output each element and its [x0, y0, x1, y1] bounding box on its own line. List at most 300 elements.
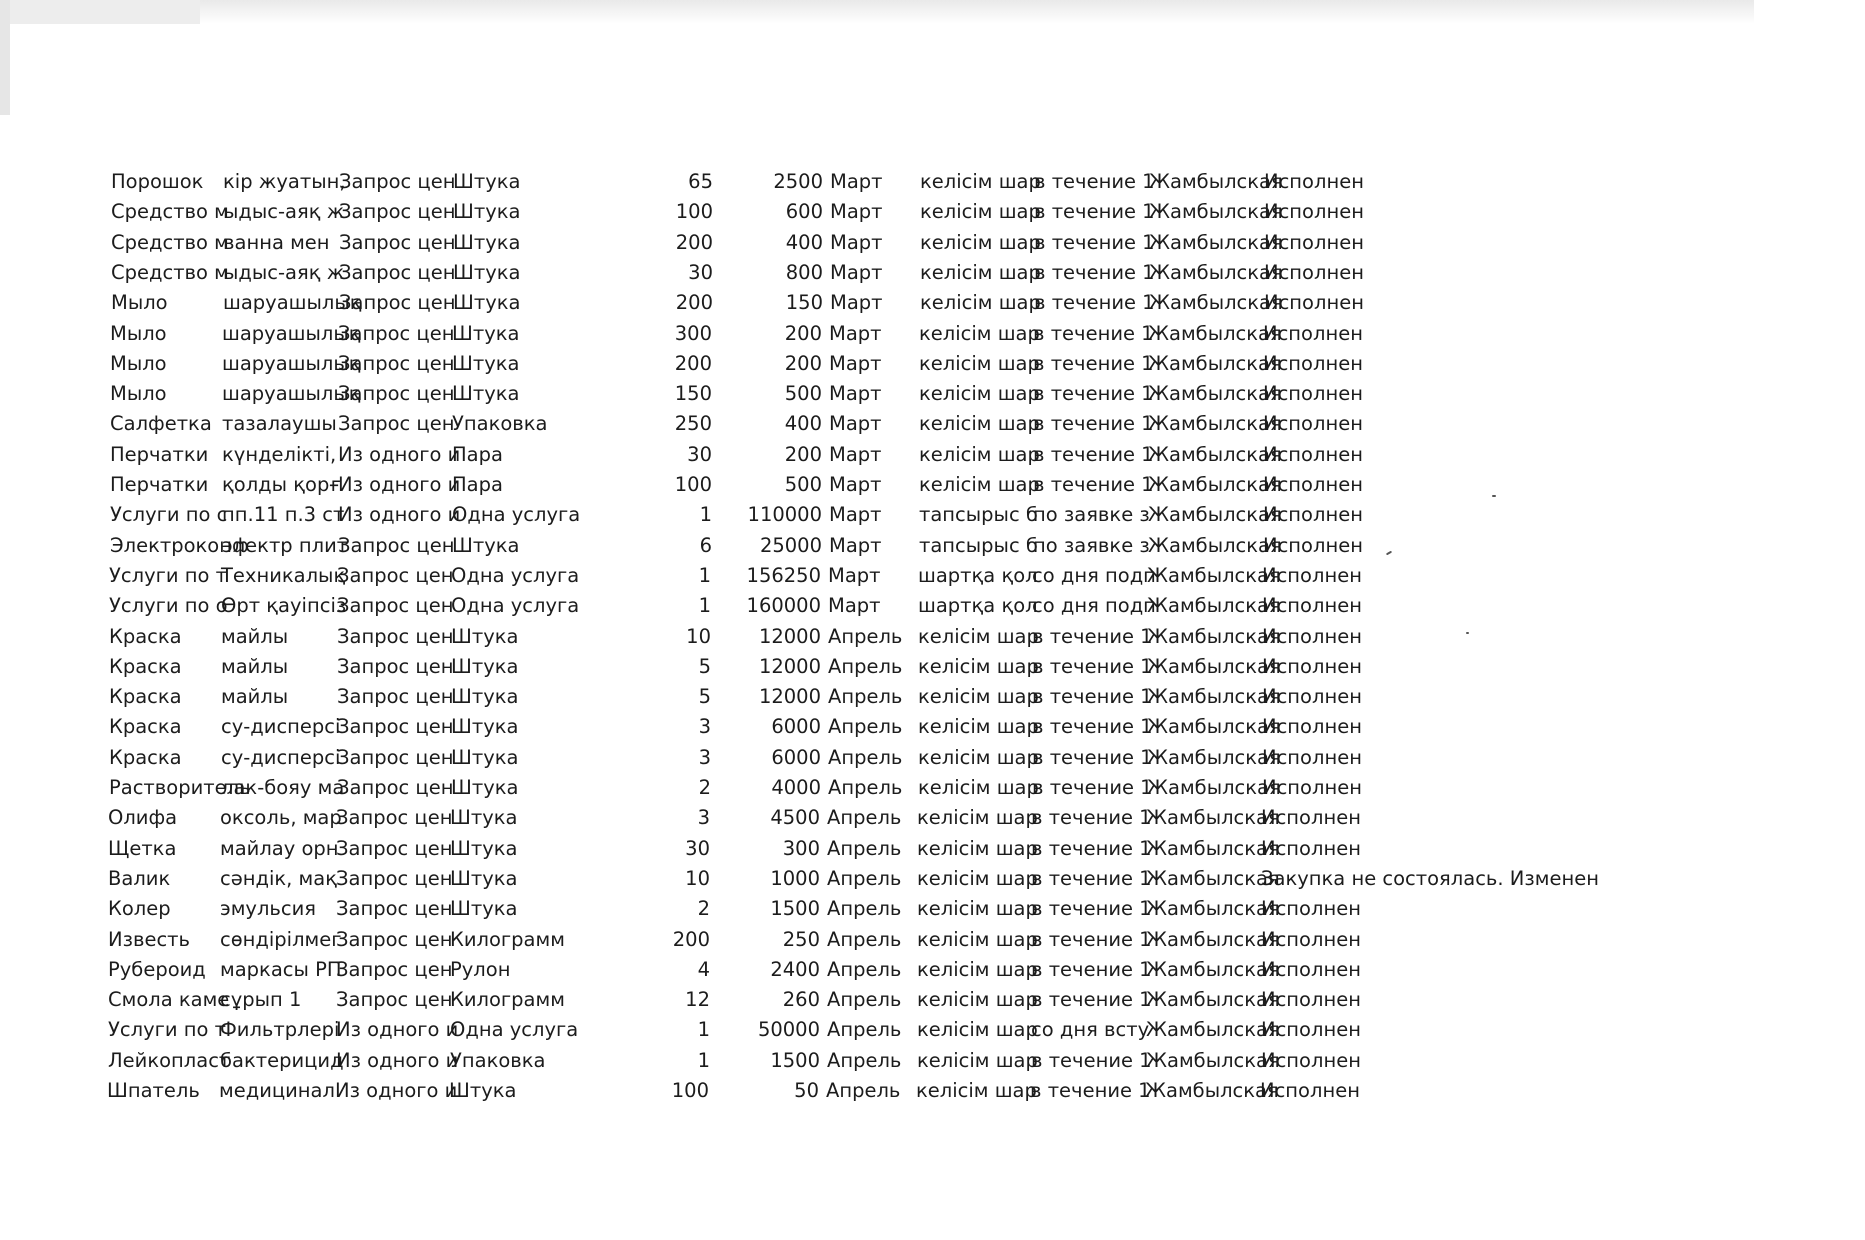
cell-unit: Штука [450, 836, 518, 860]
cell-desc: сұрып 1 [220, 988, 302, 1012]
cell-method: Запрос цен [337, 745, 454, 769]
cell-l: в течение 1 [1031, 806, 1152, 830]
cell-k: келісім шар [919, 321, 1040, 345]
cell-method: Запрос цен [336, 957, 453, 981]
cell-method: Запрос цен [336, 806, 453, 830]
cell-unit: Упаковка [452, 412, 548, 436]
cell-k: келісім шар [917, 957, 1038, 981]
cell-k: келісім шар [918, 685, 1039, 709]
cell-unit: Килограмм [450, 988, 565, 1012]
cell-qty: 2 [698, 776, 711, 799]
cell-k: келісім шар [918, 654, 1039, 678]
cell-status: Исполнен [1263, 351, 1363, 375]
cell-m: Жамбылская [1147, 624, 1281, 648]
cell-l: в течение 1 [1032, 776, 1153, 799]
cell-qty: 30 [685, 836, 710, 860]
cell-k: келісім шар [919, 412, 1040, 436]
table-row [110, 470, 1864, 500]
cell-month: Апрель [827, 866, 902, 890]
cell-qty: 10 [685, 866, 710, 890]
cell-price: 2500 [773, 170, 823, 193]
cell-unit: Рулон [450, 957, 511, 981]
cell-name: Краска [109, 715, 182, 739]
cell-method: Запрос цен [339, 260, 456, 284]
cell-k: келісім шар [918, 715, 1039, 739]
cell-l: в течение 1 [1031, 897, 1152, 921]
cell-name: Средство м [111, 200, 229, 224]
cell-desc: эмульсия [220, 897, 317, 921]
cell-method: Из одного и [338, 473, 461, 496]
cell-price: 500 [784, 473, 822, 496]
cell-unit: Штука [451, 654, 519, 678]
cell-status: Исполнен [1263, 473, 1363, 496]
cell-method: Запрос цен [337, 563, 454, 587]
cell-status: Исполнен [1261, 927, 1361, 951]
cell-status: Исполнен [1263, 382, 1363, 406]
cell-status: Исполнен [1262, 563, 1362, 587]
cell-l: в течение 1 [1034, 170, 1155, 193]
cell-price: 1000 [770, 866, 820, 890]
cell-k: келісім шар [920, 200, 1041, 224]
scan-speck [1466, 632, 1469, 634]
cell-month: Апрель [828, 745, 903, 769]
cell-name: Растворитель [109, 776, 251, 799]
cell-month: Март [830, 260, 883, 284]
cell-status: Закупка не состоялась. Изменен [1261, 866, 1599, 890]
cell-qty: 12 [685, 988, 710, 1012]
table-row [111, 228, 1865, 258]
cell-month: Март [829, 382, 882, 406]
cell-status: Исполнен [1262, 624, 1362, 648]
cell-l: в течение 1 [1032, 654, 1153, 678]
cell-qty: 30 [688, 260, 713, 284]
cell-price: 6000 [771, 745, 821, 769]
cell-month: Апрель [828, 624, 903, 648]
cell-status: Исполнен [1264, 200, 1364, 224]
cell-qty: 100 [674, 473, 712, 496]
table-row [108, 1046, 1862, 1076]
cell-l: в течение 1 [1032, 685, 1153, 709]
cell-method: Запрос цен [337, 685, 454, 709]
cell-month: Март [829, 412, 882, 436]
cell-m: Жамбылская [1148, 321, 1282, 345]
cell-price: 800 [785, 260, 823, 284]
cell-qty: 30 [687, 442, 712, 466]
cell-status: Исполнен [1260, 1079, 1360, 1102]
cell-method: Запрос цен [339, 291, 456, 315]
cell-method: Запрос цен [336, 927, 453, 951]
cell-m: Жамбылская [1146, 1048, 1280, 1072]
cell-m: Жамбылская [1146, 897, 1280, 921]
cell-k: келісім шар [920, 291, 1041, 315]
cell-status: Исполнен [1261, 897, 1361, 921]
cell-qty: 3 [698, 715, 711, 739]
table-row [110, 409, 1864, 439]
cell-m: Жамбылская [1148, 533, 1282, 557]
cell-price: 6000 [771, 715, 821, 739]
cell-status: Исполнен [1263, 412, 1363, 436]
cell-status: Исполнен [1261, 957, 1361, 981]
cell-qty: 200 [675, 230, 713, 254]
cell-price: 600 [785, 200, 823, 224]
cell-l: со дня подп [1032, 563, 1156, 587]
cell-k: келісім шар [919, 382, 1040, 406]
table-row [110, 500, 1864, 530]
cell-price: 500 [784, 382, 822, 406]
cell-l: в течение 1 [1034, 291, 1155, 315]
cell-l: в течение 1 [1032, 624, 1153, 648]
cell-price: 110000 [747, 503, 822, 527]
cell-k: тапсырыс б [919, 503, 1038, 527]
cell-desc: шаруашылық [222, 351, 361, 375]
cell-m: Жамбылская [1148, 442, 1282, 466]
cell-unit: Одна услуга [451, 563, 580, 587]
cell-status: Исполнен [1262, 594, 1362, 618]
table-row [107, 1076, 1861, 1106]
cell-month: Апрель [827, 957, 902, 981]
cell-name: Средство м [111, 230, 229, 254]
cell-unit: Штука [453, 170, 521, 193]
table-row [109, 591, 1863, 621]
cell-method: Запрос цен [339, 170, 456, 193]
cell-month: Апрель [827, 1048, 902, 1072]
cell-method: Запрос цен [339, 200, 456, 224]
cell-unit: Штука [450, 866, 518, 890]
cell-month: Март [830, 230, 883, 254]
cell-k: келісім шар [919, 473, 1040, 496]
cell-desc: күнделікті, [222, 442, 337, 466]
cell-k: келісім шар [918, 624, 1039, 648]
table-row [108, 894, 1862, 924]
cell-unit: Штука [452, 382, 520, 406]
cell-month: Апрель [827, 836, 902, 860]
cell-name: Услуги по с [110, 503, 228, 527]
cell-l: в течение 1 [1033, 442, 1154, 466]
cell-month: Март [830, 291, 883, 315]
cell-m: Жамбылская [1147, 563, 1281, 587]
cell-name: Мыло [110, 321, 167, 345]
cell-month: Март [829, 321, 882, 345]
cell-unit: Штука [452, 533, 520, 557]
cell-status: Исполнен [1264, 260, 1364, 284]
cell-desc: майлау орн [220, 836, 339, 860]
cell-status: Исполнен [1263, 503, 1363, 527]
cell-month: Апрель [828, 715, 903, 739]
cell-m: Жамбылская [1146, 836, 1280, 860]
cell-status: Исполнен [1262, 715, 1362, 739]
cell-qty: 1 [699, 503, 712, 527]
cell-unit: Штука [453, 230, 521, 254]
cell-method: Запрос цен [337, 715, 454, 739]
cell-m: Жамбылская [1149, 200, 1283, 224]
cell-unit: Штука [449, 1079, 517, 1102]
cell-desc: Техникалық [221, 563, 346, 587]
cell-qty: 6 [699, 533, 712, 557]
cell-method: Запрос цен [338, 351, 455, 375]
cell-price: 4000 [771, 776, 821, 799]
cell-l: в течение 1 [1033, 351, 1154, 375]
cell-price: 4500 [770, 806, 820, 830]
cell-m: Жамбылская [1146, 806, 1280, 830]
cell-month: Март [829, 442, 882, 466]
cell-month: Март [828, 563, 881, 587]
cell-m: Жамбылская [1147, 654, 1281, 678]
cell-name: Краска [109, 654, 182, 678]
cell-k: тапсырыс б [919, 533, 1038, 557]
cell-method: Запрос цен [336, 988, 453, 1012]
cell-desc: шаруашылық [222, 382, 361, 406]
cell-qty: 200 [674, 351, 712, 375]
cell-m: Жамбылская [1146, 927, 1280, 951]
cell-price: 300 [782, 836, 820, 860]
cell-qty: 100 [671, 1079, 709, 1102]
cell-desc: майлы [221, 685, 289, 709]
cell-k: келісім шар [920, 260, 1041, 284]
table-row [111, 258, 1865, 288]
cell-status: Исполнен [1261, 988, 1361, 1012]
cell-desc: ванна мен [223, 230, 330, 254]
cell-method: Запрос цен [337, 624, 454, 648]
cell-k: келісім шар [918, 745, 1039, 769]
cell-unit: Штука [450, 897, 518, 921]
cell-price: 200 [784, 442, 822, 466]
cell-month: Апрель [827, 927, 902, 951]
cell-k: келісім шар [917, 988, 1038, 1012]
cell-method: Запрос цен [336, 836, 453, 860]
cell-qty: 10 [686, 624, 711, 648]
cell-unit: Штука [450, 806, 518, 830]
table-row [109, 743, 1863, 773]
cell-month: Апрель [828, 776, 903, 799]
cell-method: Запрос цен [339, 230, 456, 254]
cell-m: Жамбылская [1145, 1079, 1279, 1102]
cell-status: Исполнен [1264, 170, 1364, 193]
cell-qty: 65 [688, 170, 713, 193]
cell-desc: сәндік, мақ [220, 866, 337, 890]
cell-unit: Пара [452, 442, 503, 466]
table-row [110, 319, 1864, 349]
cell-m: Жамбылская [1149, 170, 1283, 193]
cell-unit: Штука [451, 745, 519, 769]
cell-m: Жамбылская [1147, 594, 1281, 618]
cell-status: Исполнен [1261, 836, 1361, 860]
cell-m: Жамбылская [1148, 503, 1282, 527]
cell-k: келісім шар [917, 866, 1038, 890]
cell-desc: медицинал [219, 1079, 335, 1102]
cell-qty: 1 [697, 1018, 710, 1042]
table-row [109, 682, 1863, 712]
cell-price: 260 [782, 988, 820, 1012]
cell-l: в течение 1 [1031, 836, 1152, 860]
cell-name: Перчатки [110, 473, 209, 496]
cell-qty: 1 [698, 563, 711, 587]
cell-k: шартқа қол [918, 594, 1038, 618]
cell-month: Апрель [828, 685, 903, 709]
cell-month: Март [829, 533, 882, 557]
table-row [109, 622, 1863, 652]
cell-k: келісім шар [917, 897, 1038, 921]
table-row [109, 712, 1863, 742]
cell-m: Жамбылская [1149, 230, 1283, 254]
cell-price: 250 [782, 927, 820, 951]
cell-name: Смола каме [108, 988, 230, 1012]
cell-desc: лак-бояу ма [221, 776, 345, 799]
cell-name: Колер [108, 897, 171, 921]
cell-desc: майлы [221, 624, 289, 648]
cell-qty: 200 [675, 291, 713, 315]
cell-desc: ыдыс-аяқ ж [223, 200, 345, 224]
table-row [108, 925, 1862, 955]
cell-unit: Пара [452, 473, 503, 496]
cell-method: Запрос цен [337, 776, 454, 799]
cell-method: Запрос цен [338, 382, 455, 406]
table-row [108, 834, 1862, 864]
cell-month: Март [829, 503, 882, 527]
cell-l: по заявке з [1033, 533, 1150, 557]
cell-m: Жамбылская [1147, 776, 1281, 799]
cell-price: 200 [784, 321, 822, 345]
cell-unit: Штука [451, 715, 519, 739]
cell-k: шартқа қол [918, 563, 1038, 587]
cell-method: Запрос цен [338, 412, 455, 436]
cell-l: в течение 1 [1031, 957, 1152, 981]
cell-desc: қолды қорғ [222, 473, 341, 496]
cell-name: Краска [109, 685, 182, 709]
cell-l: в течение 1 [1031, 988, 1152, 1012]
cell-desc: Фильтрлері [220, 1018, 340, 1042]
cell-status: Исполнен [1261, 1048, 1361, 1072]
cell-method: Из одного и [338, 442, 461, 466]
cell-k: келісім шар [919, 351, 1040, 375]
cell-name: Олифа [108, 806, 178, 830]
cell-method: Из одного и [336, 1018, 459, 1042]
cell-qty: 5 [698, 654, 711, 678]
cell-l: в течение 1 [1033, 382, 1154, 406]
cell-m: Жамбылская [1147, 715, 1281, 739]
cell-name: Рубероид [108, 957, 206, 981]
cell-name: Щетка [108, 836, 177, 860]
cell-desc: оксоль, мар [220, 806, 342, 830]
cell-m: Жамбылская [1146, 1018, 1280, 1042]
cell-desc: су-дисперсі [221, 715, 341, 739]
cell-desc: шаруашылық [222, 321, 361, 345]
cell-name: Валик [108, 866, 171, 890]
cell-unit: Штука [452, 351, 520, 375]
cell-m: Жамбылская [1149, 291, 1283, 315]
cell-unit: Штука [451, 685, 519, 709]
cell-month: Апрель [828, 654, 903, 678]
cell-m: Жамбылская [1147, 745, 1281, 769]
cell-name: Электроконф [110, 533, 249, 557]
cell-month: Март [830, 200, 883, 224]
cell-unit: Килограмм [450, 927, 565, 951]
cell-name: Услуги по т [108, 1018, 226, 1042]
cell-status: Исполнен [1262, 654, 1362, 678]
cell-unit: Штука [451, 624, 519, 648]
cell-l: в течение 1 [1033, 473, 1154, 496]
table-row [110, 379, 1864, 409]
cell-price: 150 [785, 291, 823, 315]
cell-k: келісім шар [919, 442, 1040, 466]
cell-l: по заявке з [1033, 503, 1150, 527]
cell-m: Жамбылская [1148, 412, 1282, 436]
cell-desc: электр плит [222, 533, 349, 557]
cell-k: келісім шар [920, 170, 1041, 193]
cell-unit: Штука [451, 776, 519, 799]
cell-method: Запрос цен [336, 897, 453, 921]
cell-method: Запрос цен [336, 866, 453, 890]
cell-price: 160000 [746, 594, 821, 618]
cell-status: Исполнен [1263, 321, 1363, 345]
cell-name: Краска [109, 624, 182, 648]
cell-l: в течение 1 [1034, 260, 1155, 284]
table-row [109, 773, 1863, 803]
cell-k: келісім шар [920, 230, 1041, 254]
cell-price: 12000 [758, 624, 821, 648]
table-row [110, 440, 1864, 470]
cell-unit: Штука [453, 260, 521, 284]
cell-status: Исполнен [1261, 1018, 1361, 1042]
cell-l: со дня всту [1031, 1018, 1150, 1042]
cell-method: Запрос цен [338, 533, 455, 557]
cell-qty: 3 [698, 745, 711, 769]
table-row [109, 652, 1863, 682]
cell-k: келісім шар [917, 927, 1038, 951]
cell-k: келісім шар [916, 1079, 1037, 1102]
cell-qty: 1 [698, 594, 711, 618]
cell-month: Апрель [827, 897, 902, 921]
cell-qty: 1 [697, 1048, 710, 1072]
cell-month: Март [828, 594, 881, 618]
cell-name: Порошок [111, 170, 204, 193]
cell-l: в течение 1 [1032, 745, 1153, 769]
cell-price: 25000 [759, 533, 822, 557]
cell-unit: Одна услуга [452, 503, 581, 527]
table-row [111, 197, 1865, 227]
cell-method: Из одного и [336, 1048, 459, 1072]
cell-price: 1500 [770, 897, 820, 921]
cell-name: Услуги по т [109, 563, 227, 587]
cell-price: 400 [784, 412, 822, 436]
cell-k: келісім шар [917, 1018, 1038, 1042]
cell-qty: 2 [697, 897, 710, 921]
cell-m: Жамбылская [1147, 685, 1281, 709]
cell-method: Из одного и [338, 503, 461, 527]
table-row [111, 167, 1865, 197]
cell-name: Мыло [111, 291, 168, 315]
cell-qty: 250 [674, 412, 712, 436]
cell-method: Запрос цен [337, 594, 454, 618]
table-row [108, 1015, 1862, 1045]
cell-unit: Штука [453, 291, 521, 315]
cell-desc: бактерицид [220, 1048, 344, 1072]
cell-desc: шаруашылық [223, 291, 362, 315]
cell-name: Салфетка [110, 412, 212, 436]
cell-l: в течение 1 [1034, 200, 1155, 224]
cell-desc: ыдыс-аяқ ж [223, 260, 345, 284]
cell-month: Март [829, 473, 882, 496]
cell-k: келісім шар [918, 776, 1039, 799]
table-row [108, 955, 1862, 985]
cell-status: Исполнен [1262, 685, 1362, 709]
cell-qty: 300 [674, 321, 712, 345]
cell-status: Исполнен [1261, 806, 1361, 830]
scan-speck [1492, 495, 1496, 497]
cell-status: Исполнен [1262, 745, 1362, 769]
cell-method: Запрос цен [337, 654, 454, 678]
table-row [108, 803, 1862, 833]
cell-l: в течение 1 [1032, 715, 1153, 739]
